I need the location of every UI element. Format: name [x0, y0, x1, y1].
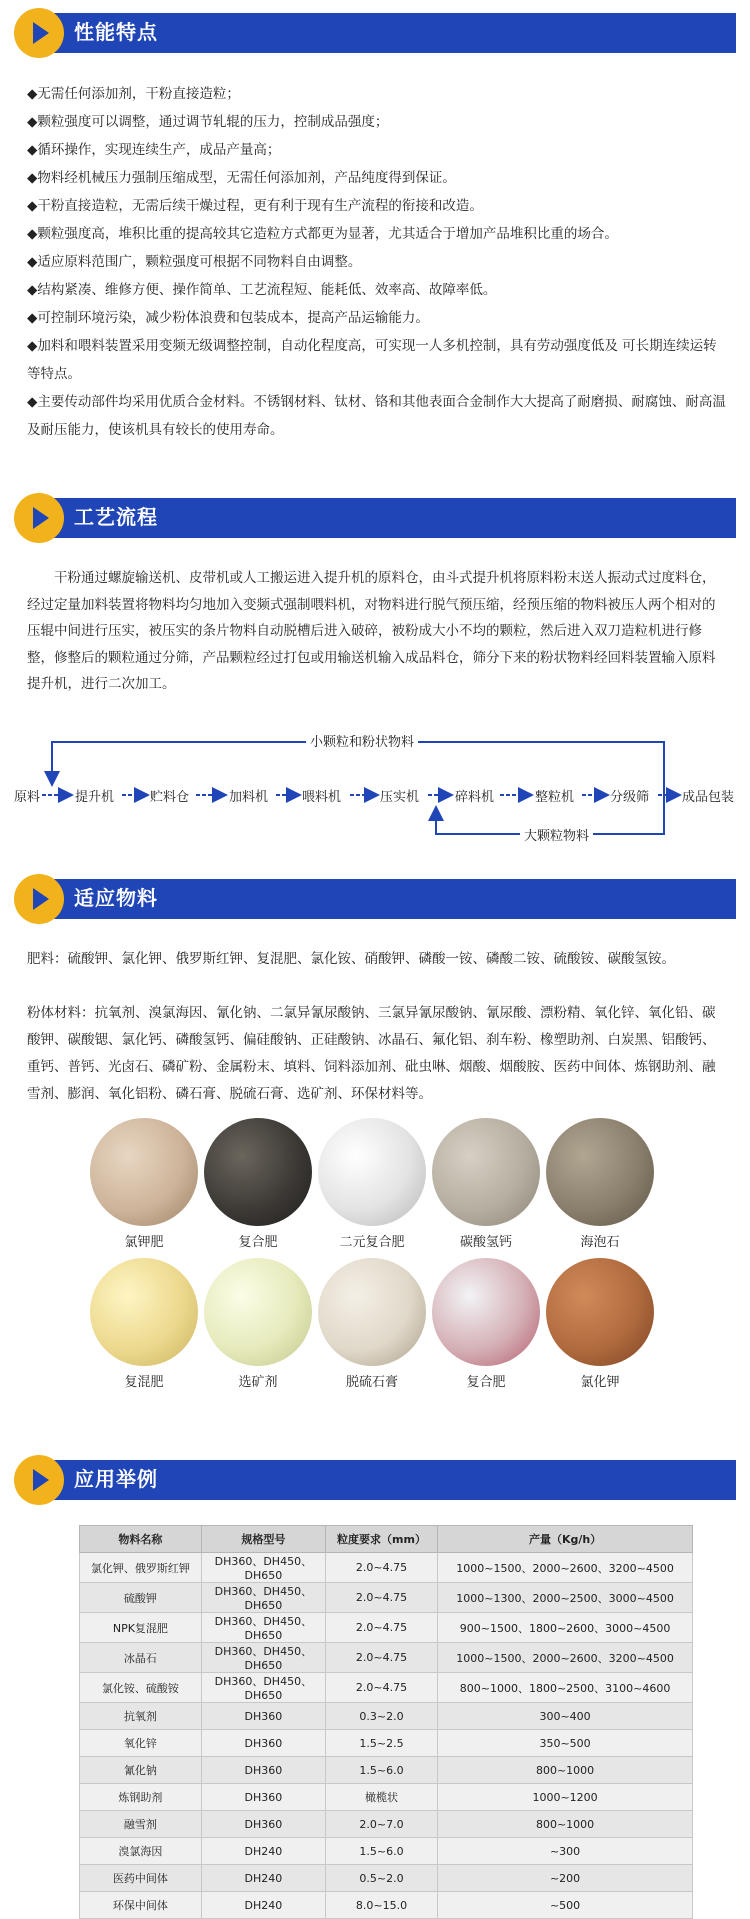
- process-flow-diagram: [0, 725, 750, 855]
- section-header-materials: [14, 874, 736, 924]
- flow-step-crusher: 碎料机: [455, 790, 495, 805]
- gallery-item: [318, 1118, 426, 1250]
- flow-top-label: 小颗粒和粉状物料: [306, 731, 418, 750]
- cell-model: DH360: [201, 1703, 325, 1730]
- cell-model: DH240: [201, 1865, 325, 1892]
- gallery-item: [546, 1258, 654, 1390]
- gallery-caption: 脱硫石膏: [345, 1375, 398, 1390]
- material-photo: [432, 1258, 540, 1366]
- arrow-icon: [14, 493, 64, 543]
- cell-output: 350~500: [438, 1730, 693, 1757]
- process-description: 干粉通过螺旋输送机、皮带机或人工搬运进入提升机的原料仓，由斗式提升机将原料粉末送人振动式过度料仓，经过定量加料装置将物料均匀地加入变频式强制喂料机，对物料进行脱气预压缩，经预压缩的物料被压人两个相对的压辊中间进行压实，被压实的条片物料自动脱槽后进入破碎，被粉成大小不均的颗粒，然后进入双刀造粒机进行修整，修整后的颗粒通过分筛，产品颗粒经过打包或用输送机输入成品料仓，筛分下来的粉状物料经回料装置输入原料提升机，进行二次加工。: [27, 570, 716, 692]
- feature-item: ◆主要传动部件均采用优质合金材料。不锈钢材料、钛材、铬和其他表面合金制作大大提高了耐磨损、耐腐蚀、耐高温及耐压能力，使该机具有较长的使用寿命。: [27, 394, 726, 438]
- table-row: [80, 1673, 693, 1703]
- cell-material: 氯化铵、硫酸铵: [80, 1673, 202, 1703]
- cell-material: 医药中间体: [80, 1865, 202, 1892]
- arrow-icon: [14, 8, 64, 58]
- cell-model: DH360、DH450、DH650: [201, 1613, 325, 1643]
- cell-model: DH240: [201, 1838, 325, 1865]
- cell-output: 1000~1200: [438, 1784, 693, 1811]
- cell-size: 0.3~2.0: [325, 1703, 437, 1730]
- cell-model: DH360、DH450、DH650: [201, 1673, 325, 1703]
- column-header-size: 粒度要求（mm）: [325, 1526, 437, 1553]
- cell-output: 1000~1300、2000~2500、3000~4500: [438, 1583, 693, 1613]
- features-list: [27, 80, 727, 444]
- cell-model: DH360: [201, 1784, 325, 1811]
- material-photo: [204, 1258, 312, 1366]
- section-title: 性能特点: [74, 20, 158, 44]
- cell-material: 冰晶石: [80, 1643, 202, 1673]
- cell-size: 2.0~4.75: [325, 1673, 437, 1703]
- feature-item: ◆干粉直接造粒，无需后续干燥过程，更有利于现有生产流程的衔接和改造。: [27, 198, 483, 214]
- flow-step-granulator: 整粒机: [535, 790, 575, 805]
- cell-model: DH360: [201, 1811, 325, 1838]
- table-row: [80, 1553, 693, 1583]
- gallery-caption: 二元复合肥: [339, 1235, 405, 1250]
- cell-output: 1000~1500、2000~2600、3200~4500: [438, 1643, 693, 1673]
- flow-step-compactor: 压实机: [380, 790, 420, 805]
- material-photo: [546, 1118, 654, 1226]
- feature-item: ◆循环操作，实现连续生产，成品产量高；: [27, 142, 281, 158]
- cell-material: 溴氯海因: [80, 1838, 202, 1865]
- table-row: [80, 1811, 693, 1838]
- section-title: 应用举例: [74, 1467, 158, 1491]
- cell-output: 300~400: [438, 1703, 693, 1730]
- arrow-icon: [14, 874, 64, 924]
- arrow-icon: [14, 1455, 64, 1505]
- table-header-row: [80, 1526, 693, 1553]
- fertilizer-materials: 肥料：硫酸钾、氯化钾、俄罗斯红钾、复混肥、氯化铵、硝酸钾、磷酸一铵、磷酸二铵、硫酸铵、碳酸氢铵。: [27, 951, 675, 967]
- material-photo: [204, 1118, 312, 1226]
- cell-output: 800~1000、1800~2500、3100~4600: [438, 1673, 693, 1703]
- section-header-applications: [14, 1455, 736, 1505]
- gallery-caption: 复混肥: [124, 1375, 164, 1390]
- gallery-caption: 选矿剂: [238, 1375, 278, 1390]
- gallery-item: [90, 1258, 198, 1390]
- material-photo: [90, 1258, 198, 1366]
- gallery-caption: 海泡石: [580, 1235, 620, 1250]
- cell-model: DH360: [201, 1757, 325, 1784]
- section-header-features: [14, 8, 736, 58]
- feature-item: ◆无需任何添加剂，干粉直接造粒；: [27, 86, 240, 102]
- table-row: [80, 1730, 693, 1757]
- material-photo: [90, 1118, 198, 1226]
- table-row: [80, 1892, 693, 1919]
- gallery-item: [204, 1258, 312, 1390]
- table-row: [80, 1583, 693, 1613]
- cell-model: DH360、DH450、DH650: [201, 1553, 325, 1583]
- flow-step-storage-bin: 贮料仓: [150, 790, 190, 805]
- cell-output: ~200: [438, 1865, 693, 1892]
- gallery-caption: 氯钾肥: [124, 1235, 164, 1250]
- material-photo: [432, 1118, 540, 1226]
- flow-step-packaging: 成品包装: [682, 790, 735, 805]
- cell-material: 融雪剂: [80, 1811, 202, 1838]
- material-photo: [546, 1258, 654, 1366]
- cell-size: 2.0~7.0: [325, 1811, 437, 1838]
- gallery-item: [432, 1258, 540, 1390]
- cell-size: 0.5~2.0: [325, 1865, 437, 1892]
- gallery-caption: 复合肥: [466, 1375, 506, 1390]
- cell-model: DH360、DH450、DH650: [201, 1643, 325, 1673]
- flow-bottom-label: 大颗粒物料: [520, 825, 593, 844]
- flow-step-classifier: 分级筛: [610, 790, 650, 805]
- material-photo: [318, 1258, 426, 1366]
- cell-material: NPK复混肥: [80, 1613, 202, 1643]
- cell-size: 1.5~2.5: [325, 1730, 437, 1757]
- feature-item: ◆结构紧凑、维修方便、操作简单、工艺流程短、能耗低、效率高、故障率低。: [27, 282, 497, 298]
- section-title: 适应物料: [74, 886, 158, 910]
- cell-output: 800~1000: [438, 1811, 693, 1838]
- gallery-caption: 氯化钾: [580, 1375, 620, 1390]
- table-row: [80, 1865, 693, 1892]
- powder-materials: 粉体材料：抗氧剂、溴氯海因、氰化钠、二氯异氰尿酸钠、三氯异氰尿酸钠、氰尿酸、漂粉精、氧化锌、氧化铅、碳酸钾、碳酸锶、氯化钙、磷酸氢钙、偏硅酸钠、正硅酸钠、冰晶石、氟化铝、刹车粉、橡塑助剂、白炭黑、铝酸钙、重钙、普钙、光卤石、磷矿粉、金属粉末、填料、饲料添加剂、砒虫啉、烟酸、烟酸胺、医药中间体、炼钢助剂、融雪剂、膨润、氧化铝粉、磷石膏、脱硫石膏、选矿剂、环保材料等。: [27, 1005, 716, 1102]
- table-row: [80, 1784, 693, 1811]
- cell-output: 1000~1500、2000~2600、3200~4500: [438, 1553, 693, 1583]
- cell-material: 炼钢助剂: [80, 1784, 202, 1811]
- cell-material: 氧化锌: [80, 1730, 202, 1757]
- feature-item: ◆物料经机械压力强制压缩成型，无需任何添加剂，产品纯度得到保证。: [27, 170, 456, 186]
- table-row: [80, 1703, 693, 1730]
- feature-item: ◆可控制环境污染，减少粉体浪费和包装成本，提高产品运输能力。: [27, 310, 429, 326]
- gallery-item: [204, 1118, 312, 1250]
- feature-item: ◆加料和喂料装置采用变频无级调整控制，自动化程度高，可实现一人多机控制，具有劳动强度低及 可长期连续运转等特点。: [27, 338, 717, 382]
- section-title: 工艺流程: [74, 505, 158, 529]
- cell-size: 2.0~4.75: [325, 1553, 437, 1583]
- cell-material: 环保中间体: [80, 1892, 202, 1919]
- cell-size: 8.0~15.0: [325, 1892, 437, 1919]
- application-table: [79, 1525, 693, 1919]
- table-row: [80, 1643, 693, 1673]
- gallery-item: [546, 1118, 654, 1250]
- cell-size: 2.0~4.75: [325, 1613, 437, 1643]
- gallery-item: [90, 1118, 198, 1250]
- gallery-item: [432, 1118, 540, 1250]
- cell-output: 900~1500、1800~2600、3000~4500: [438, 1613, 693, 1643]
- column-header-model: 规格型号: [201, 1526, 325, 1553]
- feature-item: ◆颗粒强度可以调整，通过调节轧辊的压力，控制成品强度；: [27, 114, 389, 130]
- cell-size: 1.5~6.0: [325, 1838, 437, 1865]
- cell-size: 2.0~4.75: [325, 1583, 437, 1613]
- cell-model: DH360、DH450、DH650: [201, 1583, 325, 1613]
- feature-item: ◆适应原料范围广，颗粒强度可根据不同物料自由调整。: [27, 254, 362, 270]
- cell-material: 氯化钾、俄罗斯红钾: [80, 1553, 202, 1583]
- cell-size: 2.0~4.75: [325, 1643, 437, 1673]
- column-header-output: 产量（Kg/h）: [438, 1526, 693, 1553]
- cell-size: 1.5~6.0: [325, 1757, 437, 1784]
- column-header-material: 物料名称: [80, 1526, 202, 1553]
- cell-material: 硫酸钾: [80, 1583, 202, 1613]
- flow-step-elevator: 提升机: [75, 790, 115, 805]
- cell-size: 橄榄状: [325, 1784, 437, 1811]
- flow-step-force-feeder: 喂料机: [302, 790, 342, 805]
- table-row: [80, 1757, 693, 1784]
- gallery-item: [318, 1258, 426, 1390]
- table-row: [80, 1613, 693, 1643]
- cell-model: DH360: [201, 1730, 325, 1757]
- feature-item: ◆颗粒强度高，堆积比重的提高较其它造粒方式都更为显著，尤其适合于增加产品堆积比重的场合。: [27, 226, 618, 242]
- section-header-process: [14, 493, 736, 543]
- material-photo: [318, 1118, 426, 1226]
- cell-output: ~500: [438, 1892, 693, 1919]
- cell-material: 抗氧剂: [80, 1703, 202, 1730]
- cell-output: 800~1000: [438, 1757, 693, 1784]
- cell-model: DH240: [201, 1892, 325, 1919]
- gallery-caption: 碳酸氢钙: [459, 1235, 512, 1250]
- cell-material: 氰化钠: [80, 1757, 202, 1784]
- cell-output: ~300: [438, 1838, 693, 1865]
- table-row: [80, 1838, 693, 1865]
- gallery-caption: 复合肥: [238, 1235, 278, 1250]
- flow-step-feeder: 加料机: [229, 790, 269, 805]
- flow-step-raw-material: 原料: [14, 790, 41, 805]
